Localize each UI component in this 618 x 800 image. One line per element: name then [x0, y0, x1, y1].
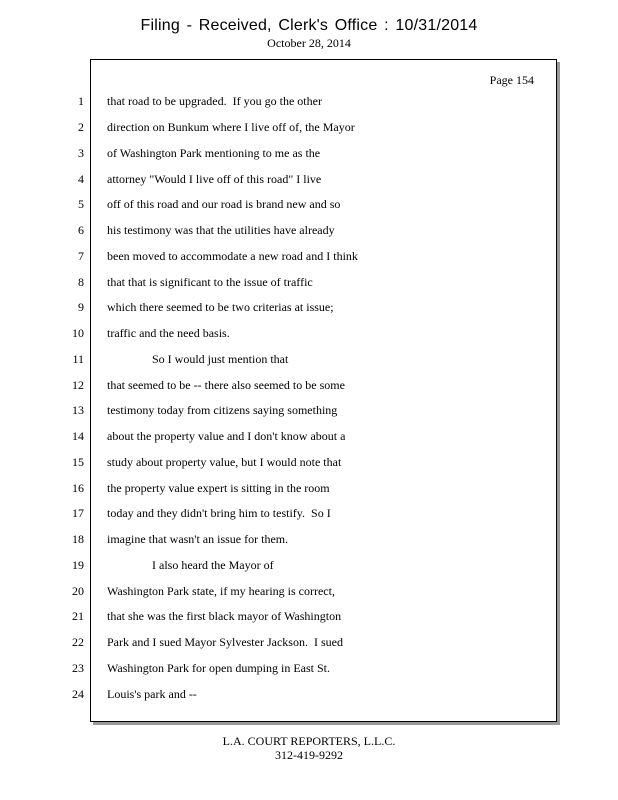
line-number: 22 [72, 635, 84, 649]
filing-header: Filing - Received, Clerk's Office : 10/31/2014 [140, 17, 478, 34]
court-reporter-name: L.A. COURT REPORTERS, L.L.C. [222, 734, 396, 748]
line-text: off of this road and our road is brand new and so [107, 197, 341, 211]
line-number: 23 [72, 661, 84, 675]
line-text: the property value expert is sitting in the room [107, 481, 330, 495]
line-text: direction on Bunkum where I live off of, the Mayor [107, 120, 355, 134]
line-text: Washington Park state, if my hearing is correct, [107, 584, 335, 598]
line-number: 8 [78, 275, 84, 289]
line-text: attorney "Would I live off of this road" I live [107, 172, 322, 186]
line-number: 11 [72, 352, 84, 366]
line-number: 2 [78, 120, 84, 134]
line-number: 21 [72, 609, 84, 623]
line-number: 13 [72, 403, 84, 417]
line-number: 12 [72, 378, 84, 392]
court-reporter-phone: 312-419-9292 [275, 748, 343, 762]
line-text: today and they didn't bring him to testify. So I [107, 506, 331, 520]
line-number: 9 [78, 300, 84, 314]
line-number: 20 [72, 584, 84, 598]
line-text: study about property value, but I would note that [107, 455, 342, 469]
line-text: Park and I sued Mayor Sylvester Jackson. I sued [107, 635, 343, 649]
line-text: I also heard the Mayor of [107, 558, 274, 572]
line-text: that seemed to be -- there also seemed to be some [107, 378, 345, 392]
line-text: Washington Park for open dumping in East St. [107, 661, 331, 675]
line-number: 3 [78, 146, 84, 160]
line-number: 7 [78, 249, 84, 263]
line-number: 24 [72, 687, 84, 701]
line-number: 4 [78, 172, 84, 186]
line-text: of Washington Park mentioning to me as the [107, 146, 321, 160]
line-text: that that is significant to the issue of traffic [107, 275, 313, 289]
line-number: 1 [78, 94, 84, 108]
line-text: been moved to accommodate a new road and I think [107, 249, 358, 263]
line-number: 15 [72, 455, 84, 469]
line-text: about the property value and I don't know about a [107, 429, 346, 443]
line-number: 10 [72, 326, 84, 340]
line-text: traffic and the need basis. [107, 326, 230, 340]
line-text: Louis's park and -- [107, 687, 197, 701]
line-text: that road to be upgraded. If you go the other [107, 94, 322, 108]
line-text: his testimony was that the utilities have already [107, 223, 335, 237]
line-number: 14 [72, 429, 84, 443]
line-number: 5 [78, 197, 84, 211]
line-number: 16 [72, 481, 84, 495]
line-text: that she was the first black mayor of Washington [107, 609, 342, 623]
line-number: 17 [72, 506, 84, 520]
page-number: Page 154 [489, 73, 534, 87]
line-number: 6 [78, 223, 84, 237]
transcript-date: October 28, 2014 [267, 36, 351, 50]
line-number: 19 [72, 558, 84, 572]
line-text: testimony today from citizens saying something [107, 403, 338, 417]
line-text: which there seemed to be two criterias at issue; [107, 300, 334, 314]
line-text: imagine that wasn't an issue for them. [107, 532, 289, 546]
line-text: So I would just mention that [107, 352, 289, 366]
line-number: 18 [72, 532, 84, 546]
